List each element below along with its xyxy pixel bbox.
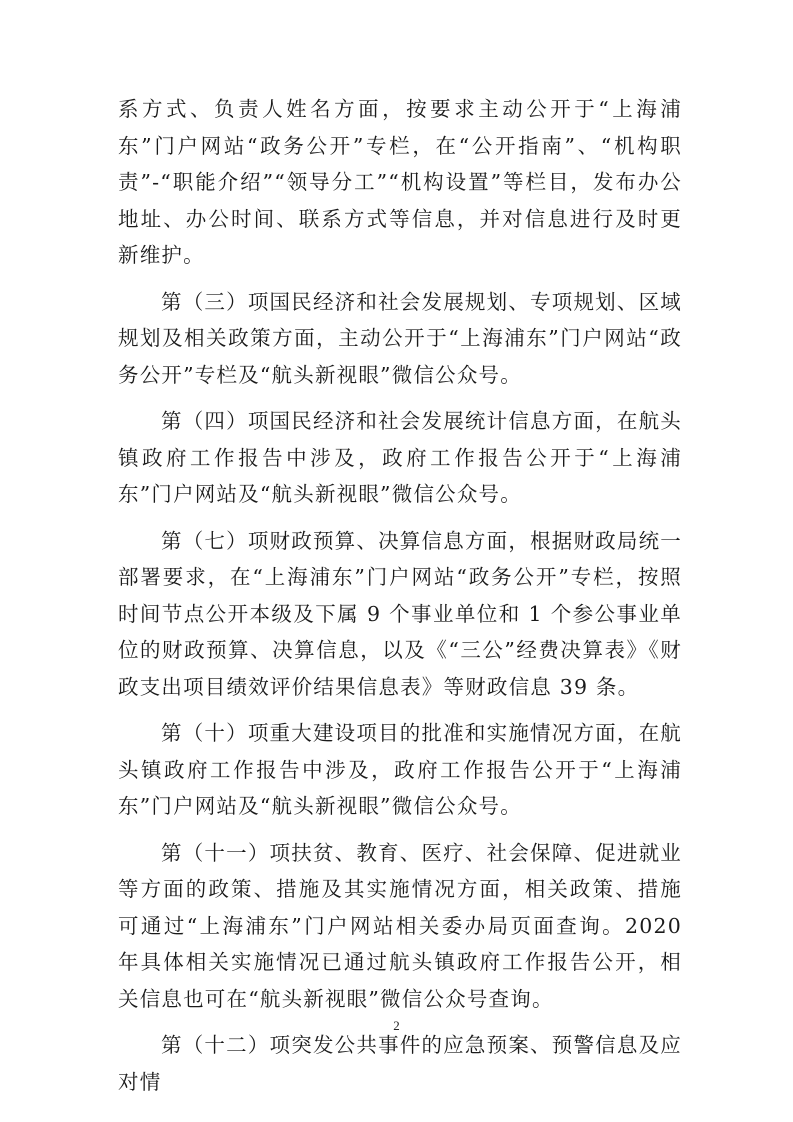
paragraph-item-12: 第（十二）项突发公共事件的应急预案、预警信息及应对情 (118, 1033, 682, 1094)
page-number: 2 (393, 1018, 400, 1033)
paragraph-contact-info: 系方式、负责人姓名方面，按要求主动公开于“上海浦东”门户网站“政务公开”专栏，在“公开指南”、“机构职责”-“职能介绍”“领导分工”“机构设置”等栏目，发布办公地址、办公时间、联系方式等信息，并对信息进行及时更新维护。 (118, 97, 682, 267)
paragraph-item-7: 第（七）项财政预算、决算信息方面，根据财政局统一部署要求，在“上海浦东”门户网站“政务公开”专栏，按照时间节点公开本级及下属 9 个事业单位和 1 个参公事业单位的财政预算、决算信息，以及《“三公”经费决算表》《财政支出项目绩效评价结果信息表》等财政信息 39 条。 (118, 528, 682, 699)
document-body (118, 91, 682, 1100)
paragraph-item-4: 第（四）项国民经济和社会发展统计信息方面，在航头镇政府工作报告中涉及，政府工作报告公开于“上海浦东”门户网站及“航头新视眼”微信公众号。 (118, 409, 682, 506)
paragraph-item-3: 第（三）项国民经济和社会发展规划、专项规划、区域规划及相关政策方面，主动公开于“上海浦东”门户网站“政务公开”专栏及“航头新视眼”微信公众号。 (118, 289, 682, 387)
paragraph-item-10: 第（十）项重大建设项目的批准和实施情况方面，在航头镇政府工作报告中涉及，政府工作报告公开于“上海浦东”门户网站及“航头新视眼”微信公众号。 (118, 721, 682, 818)
paragraph-item-11: 第（十一）项扶贫、教育、医疗、社会保障、促进就业等方面的政策、措施及其实施情况方面，相关政策、措施可通过“上海浦东”门户网站相关委办局页面查询。2020 年具体相关实施情况已通过航头镇政府工作报告公开，相关信息也可在“航头新视眼”微信公众号查询。 (118, 840, 682, 1011)
